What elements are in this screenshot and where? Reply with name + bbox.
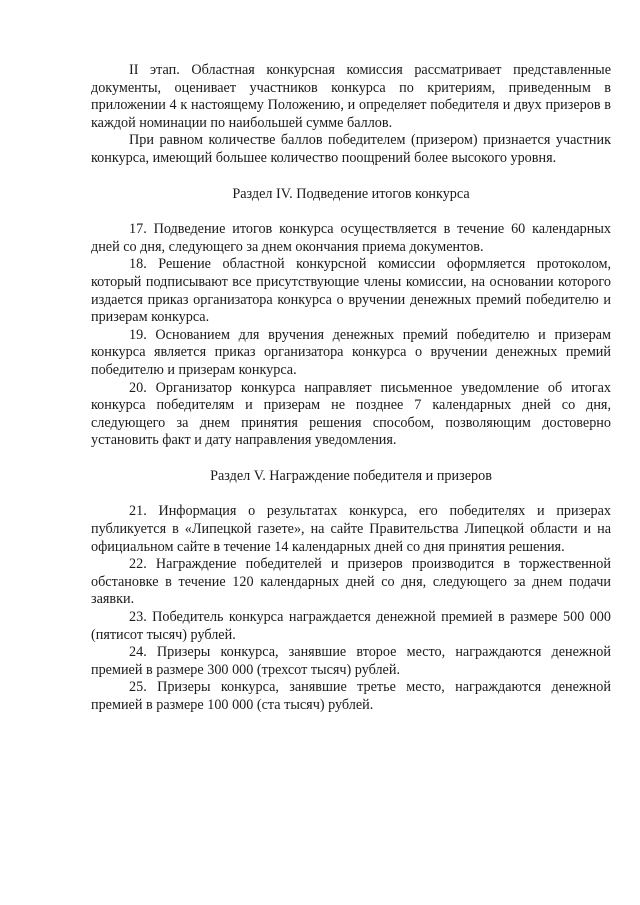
paragraph-item-18: 18. Решение областной конкурсной комиссии оформляется протоколом, который подписывают все присутствующие члены комиссии, на основании которого издается приказ организатора конкурса о вручении денежных премий победителю и призерам конкурса. — [91, 256, 611, 326]
paragraph-item-19: 19. Основанием для вручения денежных премий победителю и призерам конкурса является приказ организатора конкурса о вручении денежных премий победителю и призерам конкурса. — [91, 326, 611, 378]
paragraph-tie-rule: При равном количестве баллов победителем (призером) признается участник конкурса, имеющий большее количество поощрений более высокого уровня. — [91, 132, 611, 166]
paragraph-item-25: 25. Призеры конкурса, занявшие третье место, награждаются денежной премией в размере 100 000 (ста тысяч) рублей. — [91, 679, 611, 713]
paragraph-item-21: 21. Информация о результатах конкурса, его победителях и призерах публикуется в «Липецкой газете», на сайте Правительства Липецкой области и на официальном сайте в течение 14 календарных дней со дня принятия решения. — [91, 503, 611, 555]
document-body — [91, 62, 611, 715]
paragraph-item-24: 24. Призеры конкурса, занявшие второе место, награждаются денежной премией в размере 300 000 (трехсот тысяч) рублей. — [91, 644, 611, 678]
paragraph-item-22: 22. Награждение победителей и призеров производится в торжественной обстановке в течение 120 календарных дней со дня, следующего за днем подачи заявки. — [91, 556, 611, 608]
paragraph-item-20: 20. Организатор конкурса направляет письменное уведомление об итогах конкурса победителям и призерам не позднее 7 календарных дней со дня, следующего за днем принятия решения способом, позволяющим достоверно установить факт и дату направления уведомления. — [91, 379, 611, 449]
section-heading-iv: Раздел IV. Подведение итогов конкурса — [232, 185, 470, 202]
paragraph-item-17: 17. Подведение итогов конкурса осуществляется в течение 60 календарных дней со дня, следующего за днем окончания приема документов. — [91, 221, 611, 255]
section-heading-v: Раздел V. Награждение победителя и призеров — [210, 467, 492, 484]
paragraph-item-23: 23. Победитель конкурса награждается денежной премией в размере 500 000 (пятисот тысяч) рублей. — [91, 609, 611, 643]
paragraph-stage-2: II этап. Областная конкурсная комиссия рассматривает представленные документы, оценивает участников конкурса по критериям, приведенным в приложении 4 к настоящему Положению, и определяет победителя и двух призеров в каждой номинации по наибольшей сумме баллов. — [91, 62, 611, 131]
